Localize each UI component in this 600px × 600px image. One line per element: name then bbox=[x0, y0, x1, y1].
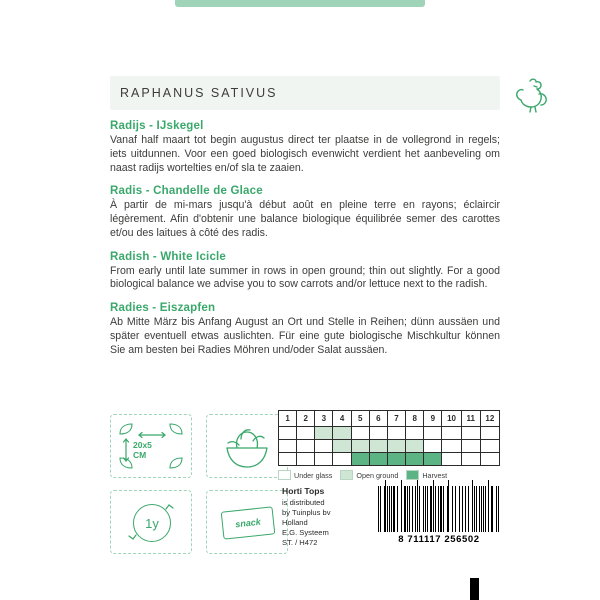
month-header: 6 bbox=[369, 411, 387, 427]
calendar-cell bbox=[387, 440, 405, 453]
description-title-nl: Radijs - IJskegel bbox=[110, 120, 204, 132]
legend-swatch-white bbox=[278, 470, 291, 480]
spacing-value bbox=[133, 441, 152, 461]
leaf-icon bbox=[169, 423, 183, 435]
calendar-body bbox=[279, 427, 500, 466]
legend-label: Harvest bbox=[422, 470, 448, 480]
description-block-en bbox=[110, 251, 500, 293]
calendar-row bbox=[279, 427, 500, 440]
description-body-en: From early until late summer in rows in open ground; thin out slightly. For a good biological balance we advise you to sow carrots and/or lettuce next to the radish. bbox=[110, 264, 500, 291]
description-title-de: Radies - Eiszapfen bbox=[110, 302, 216, 315]
latin-name-header bbox=[110, 76, 500, 110]
calendar-cell bbox=[387, 427, 405, 440]
calendar-cell bbox=[333, 427, 351, 440]
calendar-cell bbox=[406, 440, 424, 453]
calendar-cell bbox=[461, 440, 480, 453]
calendar-cell bbox=[369, 440, 387, 453]
month-header: 3 bbox=[315, 411, 333, 427]
calendar-cell bbox=[297, 453, 315, 466]
description-body-de: Ab Mitte März bis Anfang August an Ort und Stelle in Reihen; dünn aussäen und später eventuell etwas auslichten. Für eine gute biologische Mischkultur können Sie am besten bei Radies Möhren und/oder Salat aussäen. bbox=[110, 316, 500, 356]
calendar-cell bbox=[315, 440, 333, 453]
calendar-cell bbox=[424, 440, 442, 453]
description-block-de bbox=[110, 302, 500, 357]
leaf-icon bbox=[119, 423, 133, 435]
calendar-cell bbox=[351, 440, 369, 453]
calendar-cell bbox=[442, 453, 461, 466]
month-header: 2 bbox=[297, 411, 315, 427]
legend-swatch-light bbox=[340, 470, 353, 480]
legend-item-harvest bbox=[406, 470, 447, 480]
barcode-number: 8 711117 256502 bbox=[398, 534, 480, 545]
description-body-nl: Vanaf half maart tot begin augustus direct ter plaatse in de vollegrond in regels; iets uitdunnen. Voor een goed biologisch evenwicht verdient het aanbeveling om naast radijs wortelties en/of sla te zaaien. bbox=[110, 134, 500, 174]
calendar-cell bbox=[406, 427, 424, 440]
barcode-bars bbox=[378, 486, 500, 532]
legend-label: Open ground bbox=[356, 470, 399, 480]
legend-label: Under glass bbox=[294, 470, 333, 480]
calendar-cell bbox=[406, 453, 424, 466]
spacing-number: 20x5 bbox=[133, 440, 152, 450]
month-header: 8 bbox=[406, 411, 424, 427]
calendar-header-row bbox=[279, 411, 500, 427]
plant-spacing-icon bbox=[110, 414, 192, 478]
month-header: 5 bbox=[351, 411, 369, 427]
calendar-cell bbox=[424, 427, 442, 440]
calendar-cell bbox=[279, 427, 297, 440]
legend-item-open-ground bbox=[340, 470, 398, 480]
leaf-icon bbox=[169, 457, 183, 469]
month-header: 4 bbox=[333, 411, 351, 427]
distributor-line-1: is distributed bbox=[282, 498, 325, 508]
top-decorative-bar bbox=[175, 0, 425, 7]
calendar-cell bbox=[297, 427, 315, 440]
distributor-line-2: by Tuinplus bv bbox=[282, 508, 331, 518]
calendar-row bbox=[279, 453, 500, 466]
sowing-calendar bbox=[278, 410, 500, 480]
distributor-line-5: ST. / H472 bbox=[282, 538, 318, 548]
calendar-cell bbox=[315, 427, 333, 440]
description-body-fr: À partir de mi-mars jusqu'à début août en pleine terre en rayons; éclaircir légèrement. Afin d'obtenir une balance biologique équilibrée semer des carottes et/ou des laitues à côté des radis. bbox=[110, 199, 500, 239]
footer bbox=[110, 486, 500, 566]
brand-name: Horti Tops bbox=[282, 486, 325, 496]
bottom-black-marker bbox=[470, 578, 479, 600]
description-block-nl bbox=[110, 120, 500, 175]
calendar-row bbox=[279, 440, 500, 453]
month-header: 12 bbox=[480, 411, 499, 427]
calendar-cell bbox=[279, 440, 297, 453]
calendar-cell bbox=[333, 453, 351, 466]
calendar-cell bbox=[442, 427, 461, 440]
calendar-cell bbox=[480, 427, 499, 440]
month-header: 10 bbox=[442, 411, 461, 427]
calendar-cell bbox=[351, 427, 369, 440]
leaf-icon bbox=[119, 457, 133, 469]
lifecycle-value: 1y bbox=[133, 504, 171, 542]
snack-label: snack bbox=[221, 506, 276, 539]
calendar-cell bbox=[351, 453, 369, 466]
calendar-cell bbox=[424, 453, 442, 466]
description-title-en: Radish - White Icicle bbox=[110, 250, 227, 263]
horizontal-arrow-icon bbox=[137, 431, 167, 439]
distributor-line-4: E.G. Systeem bbox=[282, 528, 329, 538]
salad-bowl-icon bbox=[206, 414, 288, 478]
calendar-cell bbox=[315, 453, 333, 466]
calendar-cell bbox=[369, 453, 387, 466]
description-block-fr bbox=[110, 185, 500, 240]
calendar-cell bbox=[387, 453, 405, 466]
calendar-cell bbox=[279, 453, 297, 466]
latin-name: RAPHANUS SATIVUS bbox=[120, 86, 278, 100]
calendar-cell bbox=[480, 453, 499, 466]
month-header: 11 bbox=[461, 411, 480, 427]
text-content bbox=[110, 76, 500, 357]
month-header: 1 bbox=[279, 411, 297, 427]
legend-swatch-dark bbox=[406, 470, 419, 480]
month-header: 7 bbox=[387, 411, 405, 427]
distributor-line-3: Holland bbox=[282, 518, 308, 528]
month-header: 9 bbox=[424, 411, 442, 427]
calendar-cell bbox=[480, 440, 499, 453]
calendar-cell bbox=[461, 453, 480, 466]
rooster-icon bbox=[508, 74, 552, 114]
description-title-fr: Radis - Chandelle de Glace bbox=[110, 185, 263, 198]
calendar-cell bbox=[461, 427, 480, 440]
calendar-legend bbox=[278, 470, 500, 480]
calendar-cell bbox=[333, 440, 351, 453]
calendar-cell bbox=[442, 440, 461, 453]
barcode bbox=[378, 486, 500, 545]
spacing-unit: CM bbox=[133, 449, 147, 460]
calendar-cell bbox=[369, 427, 387, 440]
calendar-table bbox=[278, 410, 500, 466]
distributor-info bbox=[282, 486, 331, 548]
legend-item-under-glass bbox=[278, 470, 332, 480]
calendar-cell bbox=[297, 440, 315, 453]
